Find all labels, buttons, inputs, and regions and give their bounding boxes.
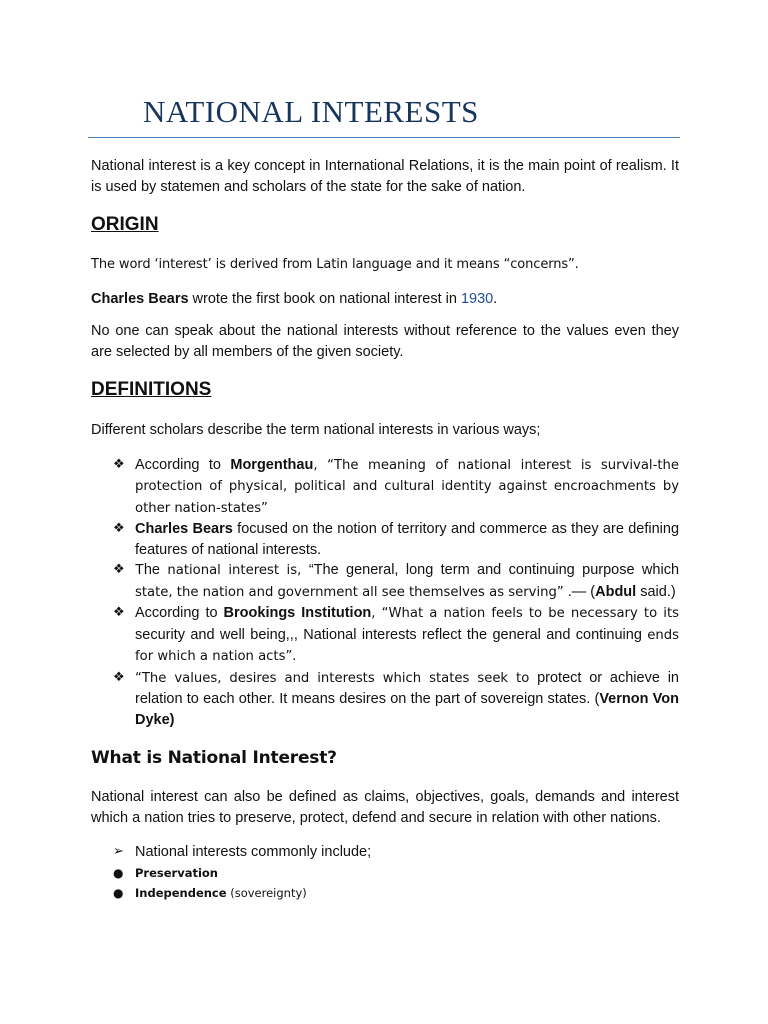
list-item [91,519,679,560]
diamond-bullet-icon: ❖ [113,521,125,536]
include-label: National interests commonly include; [135,844,372,860]
scholar-name: Morgenthau [230,456,314,473]
origin-latin-paragraph: The word ‘interest’ is derived from Latin language and it means “concerns”. [91,257,579,272]
what-is-heading: What is National Interest? [91,748,337,768]
item-dash: .— ( [563,583,596,600]
year-1930: 1930 [460,290,494,307]
item-quote-light: state, the nation and government all see themselves as serving” [135,584,564,600]
charles-bears-name: Charles Bears [91,290,189,307]
item-text: The [135,562,168,578]
list-item [91,883,679,903]
diamond-bullet-icon: ❖ [113,562,125,577]
include-item-bold: Independence [135,885,227,900]
claims-paragraph: National interest can also be defined as claims, objectives, goals, demands and interest which a nation tries to preserve, protect, defend and secure in relation with other nations. [91,789,679,826]
document-body [91,156,679,903]
list-item [91,863,679,883]
include-item-bold: Preservation [135,865,218,880]
list-item [91,455,679,520]
item-text-light: national interest is, [167,563,309,578]
scholar-name: Brookings Institution [223,605,372,621]
list-item [91,842,679,863]
item-quote-light: “The values, desires and interests which states seek to [135,670,530,686]
diamond-bullet-icon: ❖ [113,669,125,685]
item-quote-light: , “What a nation feels to be necessary to its [371,606,680,621]
include-item-rest: (sovereignty) [226,885,307,900]
include-list [91,842,679,903]
list-item [91,668,679,731]
charles-bears-end: . [493,290,498,307]
item-quote: protect or achieve in relation to each other. It means desires on the part of sovereign states. ( [135,669,679,707]
charles-bears-text: wrote the first book on national interest in [188,290,461,307]
dot-bullet-icon: ● [113,885,124,900]
list-item [91,560,679,603]
item-quote: , “The meaning of national interest is survival-the protection of physical, political and cultural identity against encroachments by other nation-states” [135,457,679,516]
item-quote: “The general, long term and continuing purpose which [308,562,680,578]
dot-bullet-icon: ● [113,865,124,880]
values-paragraph: No one can speak about the national interests without reference to the values even they are selected by all members of the given society. [91,323,679,360]
item-end: said.) [636,583,676,600]
definitions-intro: Different scholars describe the term national interests in various ways; [91,422,541,438]
list-item [91,603,679,668]
scholar-name: Abdul [595,583,637,600]
page-title: NATIONAL INTERESTS [143,94,479,129]
title-underline [88,137,680,138]
diamond-bullet-icon: ❖ [113,605,125,620]
definitions-list [91,455,679,731]
item-quote-end: ends for which a nation acts”. [135,627,679,664]
diamond-bullet-icon: ❖ [113,456,125,472]
arrow-bullet-icon: ➢ [113,844,124,859]
definitions-heading: DEFINITIONS [91,379,212,400]
item-text: According to [135,605,224,621]
origin-heading: ORIGIN [91,214,159,235]
scholar-name: Vernon Von Dyke) [135,691,679,728]
item-text: focused on the notion of territory and commerce as they are defining features of national interests. [135,521,680,558]
item-text: According to [135,456,231,473]
intro-paragraph: National interest is a key concept in International Relations, it is the main point of realism. It is used by statemen and scholars of the state for the sake of nation. [91,158,679,195]
charles-bears-paragraph [91,289,679,310]
item-quote: security and well being,,, National interests reflect the general and continuing [135,626,648,643]
scholar-name: Charles Bears [135,521,233,537]
